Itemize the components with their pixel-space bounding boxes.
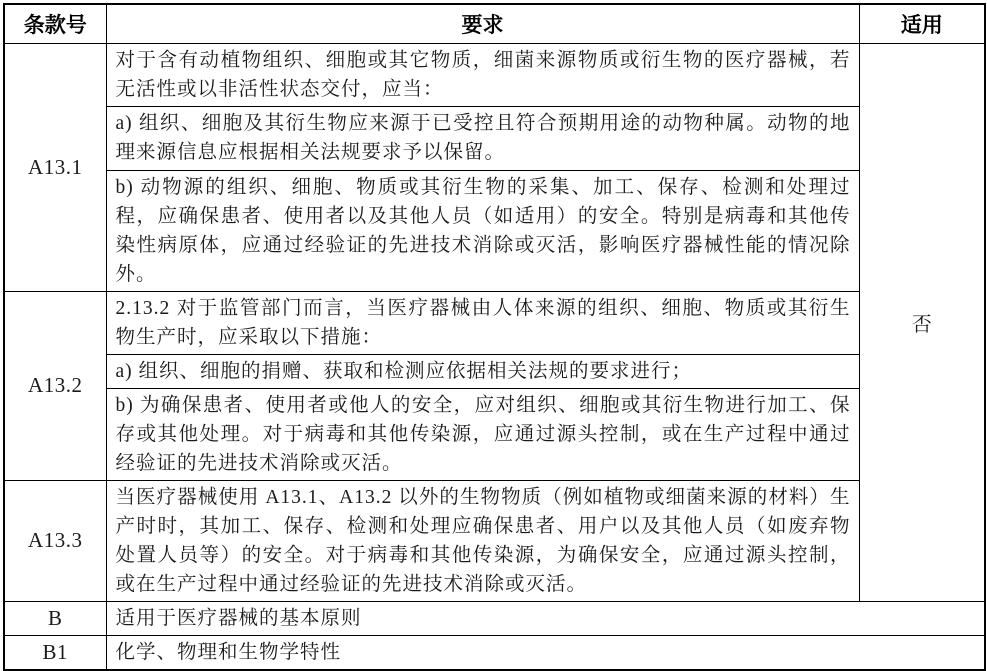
table-row	[4, 43, 985, 106]
table-row	[4, 480, 985, 601]
table-row	[4, 601, 985, 635]
table-row	[4, 291, 985, 354]
clause-a13-1: A13.1	[4, 43, 106, 291]
table-row	[4, 354, 985, 388]
applicable-value: 否	[859, 43, 985, 601]
requirement-a13-3: 当医疗器械使用 A13.1、A13.2 以外的生物物质（例如植物或细菌来源的材料）生产时时，其加工、保存、检测和处理应确保患者、用户以及其他人员（如废弃物处置人员等）的安全。对于病毒和其他传染源，为确保安全，应通过源头控制，或在生产过程中通过经验证的先进技术消除或灭活。	[106, 480, 859, 601]
header-row	[4, 4, 985, 43]
clause-b: B	[4, 601, 106, 635]
requirement-b: 适用于医疗器械的基本原则	[106, 601, 985, 635]
table-row	[4, 635, 985, 670]
requirement-a13-2-item-b: b) 为确保患者、使用者或他人的安全，应对组织、细胞或其衍生物进行加工、保存或其他处理。对于病毒和其他传染源，应通过源头控制，或在生产过程中通过经验证的先进技术消除或灭活。	[106, 388, 859, 480]
table-row	[4, 170, 985, 291]
header-clause-number: 条款号	[4, 4, 106, 43]
clause-b1: B1	[4, 635, 106, 670]
requirement-a13-2-item-a: a) 组织、细胞的捐赠、获取和检测应依据相关法规的要求进行；	[106, 354, 859, 388]
table-row	[4, 388, 985, 480]
requirement-b1: 化学、物理和生物学特性	[106, 635, 985, 670]
requirement-a13-1-item-b: b) 动物源的组织、细胞、物质或其衍生物的采集、加工、保存、检测和处理过程，应确保患者、使用者以及其他人员（如适用）的安全。特别是病毒和其他传染性病原体，应通过经验证的先进技术消除或灭活，影响医疗器械性能的情况除外。	[106, 170, 859, 291]
requirement-a13-1-item-a: a) 组织、细胞及其衍生物应来源于已受控且符合预期用途的动物种属。动物的地理来源信息应根据相关法规要求予以保留。	[106, 106, 859, 170]
clause-a13-3: A13.3	[4, 480, 106, 601]
requirements-table	[3, 3, 986, 671]
requirement-a13-1-intro: 对于含有动植物组织、细胞或其它物质，细菌来源物质或衍生物的医疗器械，若无活性或以非活性状态交付，应当：	[106, 43, 859, 106]
table-row	[4, 106, 985, 170]
requirement-a13-2-intro: 2.13.2 对于监管部门而言，当医疗器械由人体来源的组织、细胞、物质或其衍生物生产时，应采取以下措施：	[106, 291, 859, 354]
header-requirement: 要求	[106, 4, 859, 43]
clause-a13-2: A13.2	[4, 291, 106, 480]
header-applicable: 适用	[859, 4, 985, 43]
